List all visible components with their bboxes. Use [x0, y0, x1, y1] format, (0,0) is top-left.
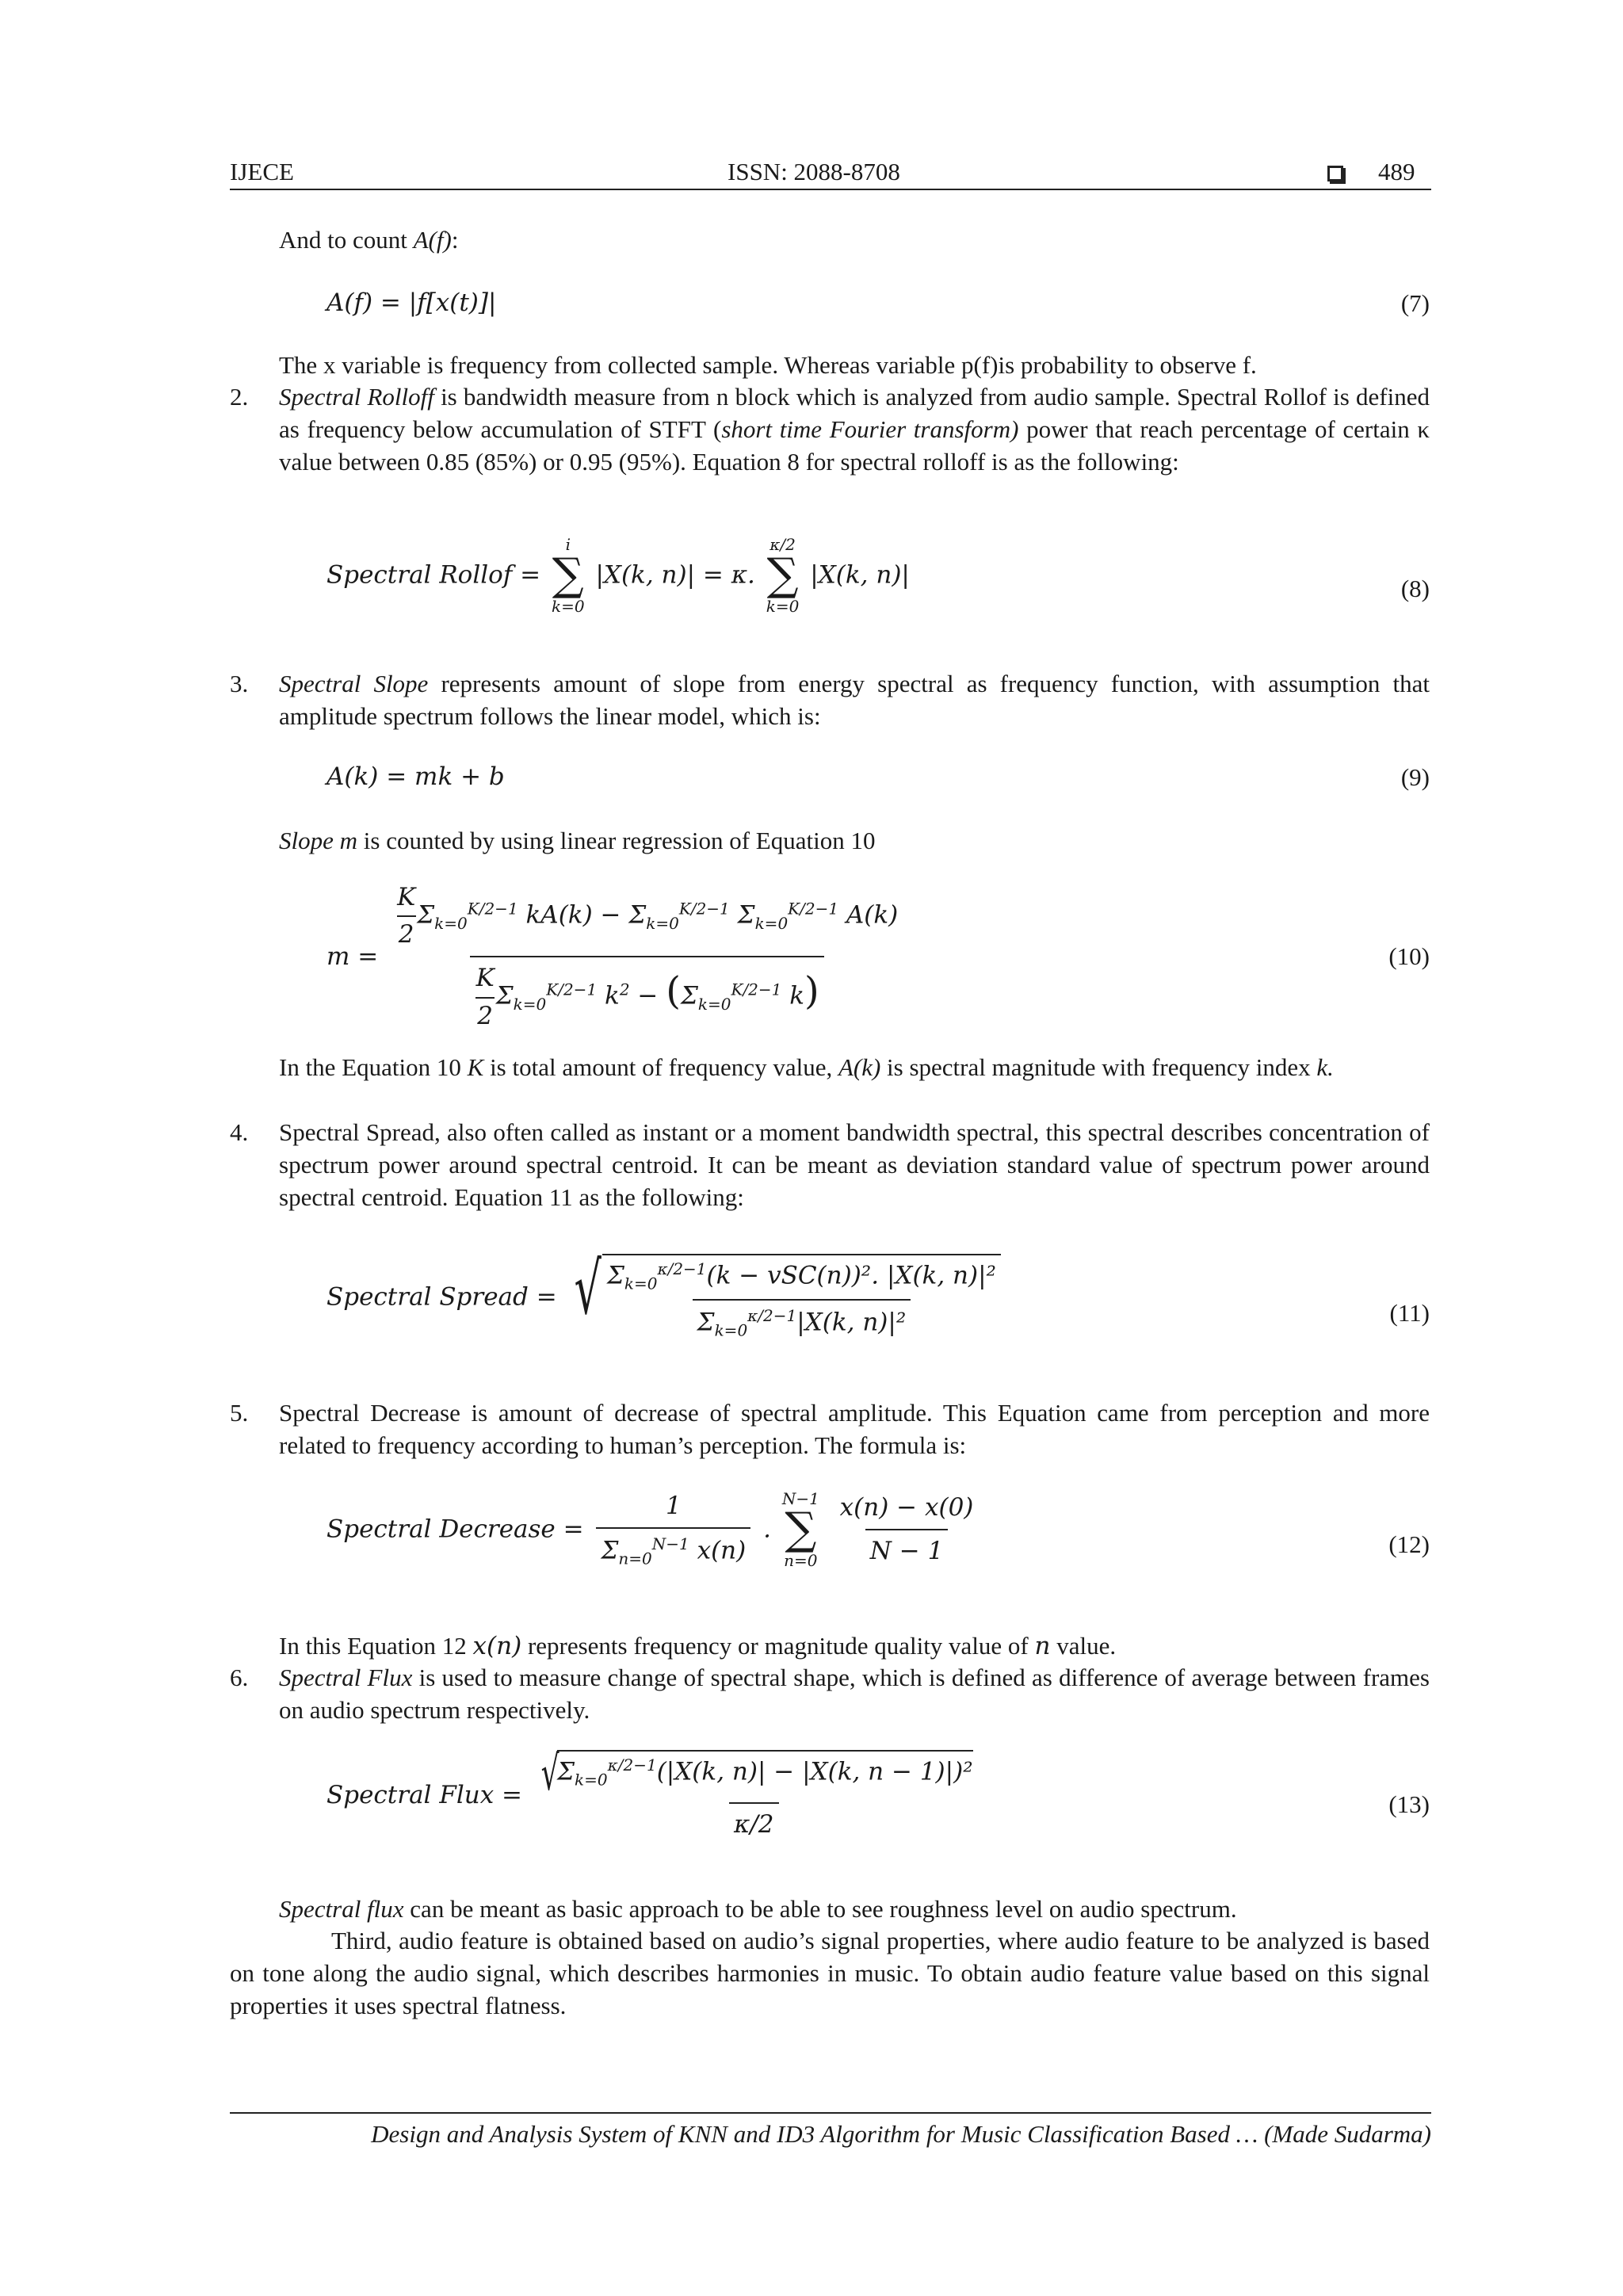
equation-8-number: (8) — [1400, 575, 1430, 602]
equation-11-number: (11) — [1389, 1299, 1430, 1327]
spectral-flux-paragraph: Spectral flux can be meant as basic approach to be able to see roughness level on audio spectrum. — [279, 1895, 1237, 1923]
equation-7-number: (7) — [1400, 289, 1430, 317]
equation-10-number: (10) — [1388, 942, 1430, 970]
x-variable-paragraph: The x variable is frequency from collected sample. Whereas variable p(f)is probability to observe f. — [279, 351, 1257, 379]
intro-line: And to count A(f): — [279, 226, 459, 254]
list-item-4: 4. Spectral Spread, also often called as instant or a moment bandwidth spectral, this spectral describes concentration of spectrum power around spectral centroid. It can be meant as deviation standard value of spectrum power around spectral centroid. Equation 11 as the following: — [230, 1118, 1430, 1212]
footer-rule — [230, 2112, 1431, 2114]
equation-10: m = $\frac{K}{2}$ $\Sigma_{k=0}^{K/2-1}$ $kA(k) - \Sigma_{k=0}^{K/2-1}$ $\Sigma_{k=0}^{K/2-1}$ A(k) $\frac{K}{2}$ $\Sigma_{k=0}^{K/2-1}$ $k^2 - (\Sigma_{k=0}^{K/2-1}$ k) — [327, 881, 907, 1033]
equation-12: Spectral Decrease = $\frac{1}{\Sigma_{n=0}^{N-1} x(n)}$ . N−1 ∑ n=0 $\frac{x(n) - x(0)}{N - 1}$ — [327, 1489, 974, 1571]
page-number: 489 — [1378, 158, 1415, 185]
list-item-3: 3. Spectral Slope represents amount of slope from energy spectral as frequency function, with assumption that amplitude spectrum follows the linear model, which is: — [230, 670, 1430, 731]
running-footer: Design and Analysis System of KNN and ID3 Algorithm for Music Classification Based … (Made Sudarma) — [371, 2120, 1431, 2148]
journal-name: IJECE — [230, 158, 294, 185]
list-item-5: 5. Spectral Decrease is amount of decrease of spectral amplitude. This Equation came from perception and more related to frequency according to human’s perception. The formula is: — [230, 1399, 1430, 1460]
slope-line: Slope m is counted by using linear regression of Equation 10 — [279, 827, 876, 854]
equation-12-explanation: In this Equation 12 x(n) represents frequency or magnitude quality value of n value. — [279, 1632, 1117, 1660]
page-number-group — [1327, 155, 1415, 188]
header-rule — [230, 189, 1431, 190]
square-bullet-icon — [1327, 166, 1343, 181]
equation-7: A(f) = |f[x(t)]| — [327, 288, 497, 317]
third-paragraph: Third, audio feature is obtained based on audio’s signal properties, where audio feature to be analyzed is based on tone along the audio signal, which describes harmonies in music. To obtain audio feature value based on this signal properties it uses spectral flatness. — [230, 1927, 1430, 2020]
equation-12-number: (12) — [1388, 1530, 1430, 1558]
list-item-6: 6. Spectral Flux is used to measure change of spectral shape, which is defined as difference of average between frames on audio spectrum respectively. — [230, 1664, 1430, 1725]
equation-13: Spectral Flux = √ $\Sigma_{k=0}^{\kappa/2-1}(|X(k$, n)| − |X(k, n − 1)|)² κ/2 — [327, 1750, 978, 1841]
equation-9-number: (9) — [1400, 763, 1430, 791]
issn: ISSN: 2088-8708 — [727, 158, 900, 185]
list-item-2: 2. Spectral Rolloff is bandwidth measure from n block which is analyzed from audio sample. Spectral Rollof is defined as frequency below accumulation of STFT (short time Fourier transform) power that reach percentage of certain κ value between 0.85 (85%) or 0.95 (95%). Equation 8 for spectral rolloff is as the following: — [230, 383, 1430, 476]
equation-13-number: (13) — [1388, 1790, 1430, 1818]
equation-10-explanation: In the Equation 10 K is total amount of frequency value, A(k) is spectral magnitude with frequency index k. — [279, 1053, 1334, 1081]
equation-9: A(k) = mk + b — [327, 762, 505, 791]
equation-11: Spectral Spread = √ $\frac{\Sigma_{k=0}^{\kappa/2-1}(k - vSC(n))^2. |X(k, n)|^2}{\Sigma_{k=0}^{\kappa/2-1}|X(k, n)|^2}$ — [327, 1254, 1001, 1341]
equation-8: Spectral Rollof = i ∑ k=0 |X(k, n)| = κ. κ/2 ∑ k=0 |X(k, n)| — [327, 535, 910, 616]
